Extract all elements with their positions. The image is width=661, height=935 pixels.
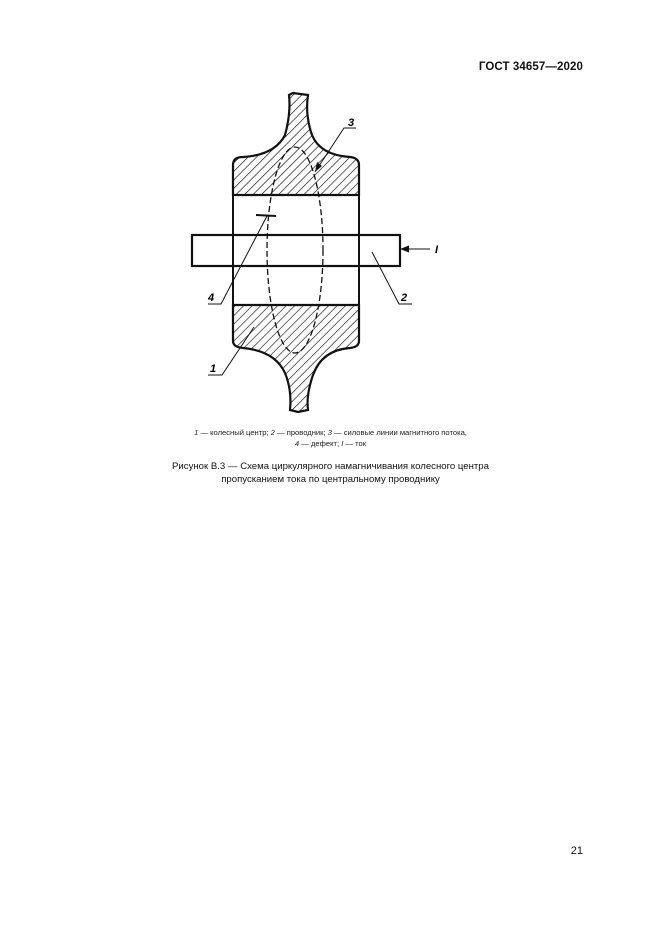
figure-legend bbox=[0, 427, 661, 449]
legend-num: I bbox=[341, 439, 344, 448]
defect-marker bbox=[256, 215, 276, 216]
wheel-center-lower-section bbox=[233, 305, 359, 412]
caption-line-2: пропусканием тока по центральному проводнику bbox=[221, 473, 440, 485]
callout-2-label: 2 bbox=[401, 292, 408, 304]
legend-num: 4 bbox=[294, 439, 300, 448]
current-arrowhead bbox=[400, 246, 409, 253]
callout-4-leader bbox=[208, 216, 267, 304]
legend-num: 2 bbox=[270, 428, 275, 437]
callout-4-label: 4 bbox=[208, 292, 215, 304]
legend-text: — ток bbox=[343, 439, 367, 448]
document-code-header: ГОСТ 34657—2020 bbox=[478, 61, 583, 73]
legend-text: — проводник; bbox=[274, 428, 328, 437]
wheel-center-upper-section bbox=[233, 93, 359, 195]
legend-num: 3 bbox=[327, 428, 332, 437]
legend-line-1 bbox=[0, 427, 661, 438]
central-conductor bbox=[192, 235, 400, 266]
callout-3-label: 3 bbox=[348, 117, 355, 129]
legend-num: 1 bbox=[194, 428, 199, 437]
callout-1-label: 1 bbox=[210, 363, 217, 375]
figure-caption bbox=[0, 461, 661, 486]
wheel-center-magnetization-diagram bbox=[150, 85, 490, 420]
legend-text: — силовые линии магнитного потока, bbox=[331, 428, 467, 437]
current-label: I bbox=[435, 244, 439, 256]
caption-line-1: Рисунок В.3 — Схема циркулярного намагничивания колесного центра bbox=[172, 461, 489, 472]
legend-line-2 bbox=[0, 438, 661, 449]
page-number: 21 bbox=[570, 845, 583, 857]
legend-text: — колесный центр; bbox=[198, 428, 271, 437]
legend-text: — дефект; bbox=[299, 439, 342, 448]
